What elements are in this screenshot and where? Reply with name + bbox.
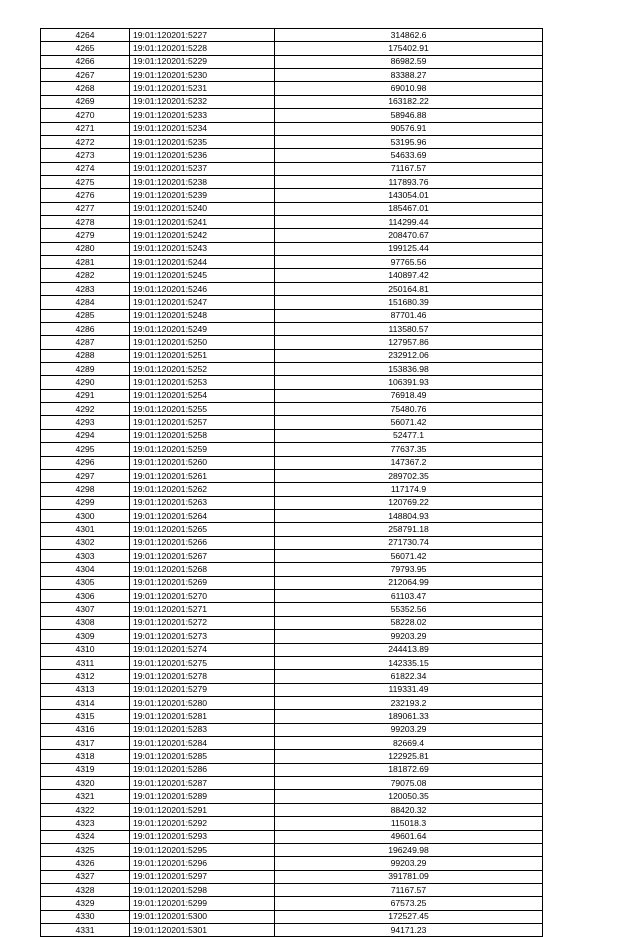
row-number-cell: 4330 bbox=[41, 910, 130, 923]
row-number-cell: 4293 bbox=[41, 416, 130, 429]
row-number-cell: 4281 bbox=[41, 256, 130, 269]
row-number-cell: 4309 bbox=[41, 630, 130, 643]
table-row bbox=[41, 42, 543, 55]
table-row bbox=[41, 322, 543, 335]
cadastral-number-cell: 19:01:120201:5291 bbox=[130, 803, 275, 816]
table-row bbox=[41, 777, 543, 790]
table-row bbox=[41, 817, 543, 830]
table-row bbox=[41, 456, 543, 469]
cadastral-number-cell: 19:01:120201:5270 bbox=[130, 590, 275, 603]
cadastral-number-cell: 19:01:120201:5231 bbox=[130, 82, 275, 95]
cadastral-number-cell: 19:01:120201:5285 bbox=[130, 750, 275, 763]
cadastral-number-cell: 19:01:120201:5280 bbox=[130, 696, 275, 709]
row-number-cell: 4303 bbox=[41, 550, 130, 563]
value-cell: 232193.2 bbox=[275, 696, 543, 709]
value-cell: 86982.59 bbox=[275, 55, 543, 68]
row-number-cell: 4273 bbox=[41, 149, 130, 162]
value-cell: 77637.35 bbox=[275, 443, 543, 456]
row-number-cell: 4296 bbox=[41, 456, 130, 469]
cadastral-number-cell: 19:01:120201:5242 bbox=[130, 229, 275, 242]
cadastral-number-cell: 19:01:120201:5248 bbox=[130, 309, 275, 322]
cadastral-number-cell: 19:01:120201:5254 bbox=[130, 389, 275, 402]
value-cell: 52477.1 bbox=[275, 429, 543, 442]
value-cell: 79793.95 bbox=[275, 563, 543, 576]
cadastral-number-cell: 19:01:120201:5252 bbox=[130, 362, 275, 375]
value-cell: 181872.69 bbox=[275, 763, 543, 776]
value-cell: 172527.45 bbox=[275, 910, 543, 923]
row-number-cell: 4295 bbox=[41, 443, 130, 456]
cadastral-number-cell: 19:01:120201:5237 bbox=[130, 162, 275, 175]
table-row bbox=[41, 82, 543, 95]
row-number-cell: 4312 bbox=[41, 670, 130, 683]
data-table bbox=[40, 28, 543, 937]
cadastral-number-cell: 19:01:120201:5259 bbox=[130, 443, 275, 456]
value-cell: 90576.91 bbox=[275, 122, 543, 135]
table-row bbox=[41, 763, 543, 776]
cadastral-number-cell: 19:01:120201:5264 bbox=[130, 509, 275, 522]
value-cell: 67573.25 bbox=[275, 897, 543, 910]
row-number-cell: 4300 bbox=[41, 509, 130, 522]
row-number-cell: 4268 bbox=[41, 82, 130, 95]
value-cell: 82669.4 bbox=[275, 737, 543, 750]
row-number-cell: 4265 bbox=[41, 42, 130, 55]
row-number-cell: 4292 bbox=[41, 403, 130, 416]
table-row bbox=[41, 69, 543, 82]
table-row bbox=[41, 109, 543, 122]
table-row bbox=[41, 349, 543, 362]
row-number-cell: 4289 bbox=[41, 362, 130, 375]
row-number-cell: 4315 bbox=[41, 710, 130, 723]
cadastral-number-cell: 19:01:120201:5227 bbox=[130, 29, 275, 42]
cadastral-number-cell: 19:01:120201:5267 bbox=[130, 550, 275, 563]
cadastral-number-cell: 19:01:120201:5268 bbox=[130, 563, 275, 576]
cadastral-number-cell: 19:01:120201:5265 bbox=[130, 523, 275, 536]
row-number-cell: 4280 bbox=[41, 242, 130, 255]
value-cell: 69010.98 bbox=[275, 82, 543, 95]
cadastral-number-cell: 19:01:120201:5243 bbox=[130, 242, 275, 255]
cadastral-number-cell: 19:01:120201:5266 bbox=[130, 536, 275, 549]
value-cell: 391781.09 bbox=[275, 870, 543, 883]
row-number-cell: 4298 bbox=[41, 483, 130, 496]
cadastral-number-cell: 19:01:120201:5260 bbox=[130, 456, 275, 469]
value-cell: 55352.56 bbox=[275, 603, 543, 616]
table-row bbox=[41, 509, 543, 522]
row-number-cell: 4272 bbox=[41, 135, 130, 148]
table-row bbox=[41, 175, 543, 188]
value-cell: 127957.86 bbox=[275, 336, 543, 349]
cadastral-number-cell: 19:01:120201:5275 bbox=[130, 656, 275, 669]
value-cell: 120050.35 bbox=[275, 790, 543, 803]
row-number-cell: 4284 bbox=[41, 296, 130, 309]
cadastral-number-cell: 19:01:120201:5281 bbox=[130, 710, 275, 723]
cadastral-number-cell: 19:01:120201:5236 bbox=[130, 149, 275, 162]
value-cell: 120769.22 bbox=[275, 496, 543, 509]
table-row bbox=[41, 884, 543, 897]
cadastral-number-cell: 19:01:120201:5301 bbox=[130, 924, 275, 937]
cadastral-number-cell: 19:01:120201:5247 bbox=[130, 296, 275, 309]
value-cell: 49601.64 bbox=[275, 830, 543, 843]
table-row bbox=[41, 803, 543, 816]
row-number-cell: 4287 bbox=[41, 336, 130, 349]
value-cell: 117174.9 bbox=[275, 483, 543, 496]
table-row bbox=[41, 924, 543, 937]
row-number-cell: 4283 bbox=[41, 282, 130, 295]
row-number-cell: 4291 bbox=[41, 389, 130, 402]
table-row bbox=[41, 670, 543, 683]
row-number-cell: 4326 bbox=[41, 857, 130, 870]
row-number-cell: 4301 bbox=[41, 523, 130, 536]
row-number-cell: 4318 bbox=[41, 750, 130, 763]
row-number-cell: 4276 bbox=[41, 189, 130, 202]
cadastral-number-cell: 19:01:120201:5253 bbox=[130, 376, 275, 389]
table-row bbox=[41, 95, 543, 108]
cadastral-number-cell: 19:01:120201:5234 bbox=[130, 122, 275, 135]
table-row bbox=[41, 870, 543, 883]
table-row bbox=[41, 563, 543, 576]
cadastral-number-cell: 19:01:120201:5235 bbox=[130, 135, 275, 148]
value-cell: 258791.18 bbox=[275, 523, 543, 536]
cadastral-number-cell: 19:01:120201:5262 bbox=[130, 483, 275, 496]
table-row bbox=[41, 897, 543, 910]
row-number-cell: 4286 bbox=[41, 322, 130, 335]
table-row bbox=[41, 189, 543, 202]
cadastral-number-cell: 19:01:120201:5261 bbox=[130, 469, 275, 482]
value-cell: 153836.98 bbox=[275, 362, 543, 375]
cadastral-number-cell: 19:01:120201:5250 bbox=[130, 336, 275, 349]
table-row bbox=[41, 149, 543, 162]
table-row bbox=[41, 496, 543, 509]
value-cell: 75480.76 bbox=[275, 403, 543, 416]
table-row bbox=[41, 750, 543, 763]
table-row bbox=[41, 696, 543, 709]
value-cell: 113580.57 bbox=[275, 322, 543, 335]
row-number-cell: 4267 bbox=[41, 69, 130, 82]
value-cell: 79075.08 bbox=[275, 777, 543, 790]
cadastral-number-cell: 19:01:120201:5232 bbox=[130, 95, 275, 108]
cadastral-number-cell: 19:01:120201:5278 bbox=[130, 670, 275, 683]
table-row bbox=[41, 443, 543, 456]
value-cell: 99203.29 bbox=[275, 723, 543, 736]
value-cell: 117893.76 bbox=[275, 175, 543, 188]
table-row bbox=[41, 336, 543, 349]
row-number-cell: 4331 bbox=[41, 924, 130, 937]
cadastral-number-cell: 19:01:120201:5258 bbox=[130, 429, 275, 442]
row-number-cell: 4305 bbox=[41, 576, 130, 589]
cadastral-number-cell: 19:01:120201:5284 bbox=[130, 737, 275, 750]
cadastral-number-cell: 19:01:120201:5246 bbox=[130, 282, 275, 295]
row-number-cell: 4322 bbox=[41, 803, 130, 816]
row-number-cell: 4306 bbox=[41, 590, 130, 603]
row-number-cell: 4294 bbox=[41, 429, 130, 442]
row-number-cell: 4308 bbox=[41, 616, 130, 629]
value-cell: 163182.22 bbox=[275, 95, 543, 108]
table-row bbox=[41, 242, 543, 255]
cadastral-number-cell: 19:01:120201:5292 bbox=[130, 817, 275, 830]
value-cell: 61822.34 bbox=[275, 670, 543, 683]
row-number-cell: 4269 bbox=[41, 95, 130, 108]
row-number-cell: 4304 bbox=[41, 563, 130, 576]
cadastral-number-cell: 19:01:120201:5296 bbox=[130, 857, 275, 870]
row-number-cell: 4279 bbox=[41, 229, 130, 242]
row-number-cell: 4319 bbox=[41, 763, 130, 776]
value-cell: 115018.3 bbox=[275, 817, 543, 830]
table-row bbox=[41, 256, 543, 269]
cadastral-number-cell: 19:01:120201:5257 bbox=[130, 416, 275, 429]
value-cell: 196249.98 bbox=[275, 843, 543, 856]
row-number-cell: 4320 bbox=[41, 777, 130, 790]
row-number-cell: 4285 bbox=[41, 309, 130, 322]
cadastral-number-cell: 19:01:120201:5240 bbox=[130, 202, 275, 215]
table-row bbox=[41, 269, 543, 282]
row-number-cell: 4325 bbox=[41, 843, 130, 856]
cadastral-number-cell: 19:01:120201:5238 bbox=[130, 175, 275, 188]
cadastral-number-cell: 19:01:120201:5298 bbox=[130, 884, 275, 897]
table-row bbox=[41, 616, 543, 629]
cadastral-number-cell: 19:01:120201:5228 bbox=[130, 42, 275, 55]
row-number-cell: 4307 bbox=[41, 603, 130, 616]
value-cell: 61103.47 bbox=[275, 590, 543, 603]
table-body bbox=[41, 29, 543, 937]
row-number-cell: 4310 bbox=[41, 643, 130, 656]
row-number-cell: 4266 bbox=[41, 55, 130, 68]
table-row bbox=[41, 469, 543, 482]
value-cell: 189061.33 bbox=[275, 710, 543, 723]
row-number-cell: 4329 bbox=[41, 897, 130, 910]
row-number-cell: 4327 bbox=[41, 870, 130, 883]
value-cell: 212064.99 bbox=[275, 576, 543, 589]
row-number-cell: 4299 bbox=[41, 496, 130, 509]
table-row bbox=[41, 630, 543, 643]
table-row bbox=[41, 122, 543, 135]
row-number-cell: 4311 bbox=[41, 656, 130, 669]
cadastral-number-cell: 19:01:120201:5229 bbox=[130, 55, 275, 68]
row-number-cell: 4324 bbox=[41, 830, 130, 843]
table-row bbox=[41, 550, 543, 563]
value-cell: 142335.15 bbox=[275, 656, 543, 669]
table-row bbox=[41, 55, 543, 68]
row-number-cell: 4302 bbox=[41, 536, 130, 549]
table-row bbox=[41, 389, 543, 402]
value-cell: 289702.35 bbox=[275, 469, 543, 482]
row-number-cell: 4314 bbox=[41, 696, 130, 709]
value-cell: 99203.29 bbox=[275, 630, 543, 643]
row-number-cell: 4274 bbox=[41, 162, 130, 175]
row-number-cell: 4264 bbox=[41, 29, 130, 42]
cadastral-number-cell: 19:01:120201:5241 bbox=[130, 216, 275, 229]
cadastral-number-cell: 19:01:120201:5283 bbox=[130, 723, 275, 736]
cadastral-number-cell: 19:01:120201:5233 bbox=[130, 109, 275, 122]
table-row bbox=[41, 830, 543, 843]
cadastral-number-cell: 19:01:120201:5230 bbox=[130, 69, 275, 82]
value-cell: 232912.06 bbox=[275, 349, 543, 362]
cadastral-number-cell: 19:01:120201:5245 bbox=[130, 269, 275, 282]
value-cell: 97765.56 bbox=[275, 256, 543, 269]
cadastral-number-cell: 19:01:120201:5293 bbox=[130, 830, 275, 843]
cadastral-number-cell: 19:01:120201:5244 bbox=[130, 256, 275, 269]
cadastral-number-cell: 19:01:120201:5300 bbox=[130, 910, 275, 923]
table-row bbox=[41, 590, 543, 603]
value-cell: 140897.42 bbox=[275, 269, 543, 282]
table-row bbox=[41, 376, 543, 389]
table-row bbox=[41, 429, 543, 442]
value-cell: 56071.42 bbox=[275, 550, 543, 563]
value-cell: 76918.49 bbox=[275, 389, 543, 402]
value-cell: 87701.46 bbox=[275, 309, 543, 322]
cadastral-number-cell: 19:01:120201:5272 bbox=[130, 616, 275, 629]
cadastral-number-cell: 19:01:120201:5287 bbox=[130, 777, 275, 790]
value-cell: 175402.91 bbox=[275, 42, 543, 55]
row-number-cell: 4290 bbox=[41, 376, 130, 389]
cadastral-number-cell: 19:01:120201:5289 bbox=[130, 790, 275, 803]
table-row bbox=[41, 282, 543, 295]
value-cell: 58946.88 bbox=[275, 109, 543, 122]
table-row bbox=[41, 29, 543, 42]
value-cell: 56071.42 bbox=[275, 416, 543, 429]
cadastral-number-cell: 19:01:120201:5255 bbox=[130, 403, 275, 416]
cadastral-number-cell: 19:01:120201:5239 bbox=[130, 189, 275, 202]
table-row bbox=[41, 790, 543, 803]
value-cell: 148804.93 bbox=[275, 509, 543, 522]
table-row bbox=[41, 362, 543, 375]
value-cell: 71167.57 bbox=[275, 162, 543, 175]
value-cell: 53195.96 bbox=[275, 135, 543, 148]
table-row bbox=[41, 536, 543, 549]
table-row bbox=[41, 483, 543, 496]
cadastral-number-cell: 19:01:120201:5263 bbox=[130, 496, 275, 509]
value-cell: 199125.44 bbox=[275, 242, 543, 255]
table-row bbox=[41, 737, 543, 750]
value-cell: 83388.27 bbox=[275, 69, 543, 82]
value-cell: 71167.57 bbox=[275, 884, 543, 897]
row-number-cell: 4316 bbox=[41, 723, 130, 736]
cadastral-number-cell: 19:01:120201:5274 bbox=[130, 643, 275, 656]
table-row bbox=[41, 403, 543, 416]
table-row bbox=[41, 683, 543, 696]
row-number-cell: 4278 bbox=[41, 216, 130, 229]
table-row bbox=[41, 216, 543, 229]
row-number-cell: 4321 bbox=[41, 790, 130, 803]
value-cell: 54633.69 bbox=[275, 149, 543, 162]
value-cell: 122925.81 bbox=[275, 750, 543, 763]
cadastral-number-cell: 19:01:120201:5299 bbox=[130, 897, 275, 910]
row-number-cell: 4271 bbox=[41, 122, 130, 135]
value-cell: 314862.6 bbox=[275, 29, 543, 42]
value-cell: 114299.44 bbox=[275, 216, 543, 229]
row-number-cell: 4275 bbox=[41, 175, 130, 188]
row-number-cell: 4323 bbox=[41, 817, 130, 830]
cadastral-number-cell: 19:01:120201:5271 bbox=[130, 603, 275, 616]
table-row bbox=[41, 710, 543, 723]
table-row bbox=[41, 309, 543, 322]
table-row bbox=[41, 135, 543, 148]
value-cell: 250164.81 bbox=[275, 282, 543, 295]
value-cell: 99203.29 bbox=[275, 857, 543, 870]
table-row bbox=[41, 162, 543, 175]
value-cell: 244413.89 bbox=[275, 643, 543, 656]
value-cell: 94171.23 bbox=[275, 924, 543, 937]
value-cell: 151680.39 bbox=[275, 296, 543, 309]
value-cell: 58228.02 bbox=[275, 616, 543, 629]
table-row bbox=[41, 296, 543, 309]
cadastral-number-cell: 19:01:120201:5269 bbox=[130, 576, 275, 589]
row-number-cell: 4317 bbox=[41, 737, 130, 750]
cadastral-number-cell: 19:01:120201:5251 bbox=[130, 349, 275, 362]
row-number-cell: 4328 bbox=[41, 884, 130, 897]
table-row bbox=[41, 416, 543, 429]
row-number-cell: 4270 bbox=[41, 109, 130, 122]
table-row bbox=[41, 603, 543, 616]
table-row bbox=[41, 857, 543, 870]
cadastral-number-cell: 19:01:120201:5249 bbox=[130, 322, 275, 335]
table-row bbox=[41, 910, 543, 923]
row-number-cell: 4313 bbox=[41, 683, 130, 696]
row-number-cell: 4288 bbox=[41, 349, 130, 362]
table-row bbox=[41, 643, 543, 656]
value-cell: 208470.67 bbox=[275, 229, 543, 242]
value-cell: 106391.93 bbox=[275, 376, 543, 389]
value-cell: 147367.2 bbox=[275, 456, 543, 469]
table-row bbox=[41, 523, 543, 536]
table-row bbox=[41, 229, 543, 242]
table-row bbox=[41, 843, 543, 856]
row-number-cell: 4282 bbox=[41, 269, 130, 282]
cadastral-number-cell: 19:01:120201:5297 bbox=[130, 870, 275, 883]
cadastral-number-cell: 19:01:120201:5279 bbox=[130, 683, 275, 696]
row-number-cell: 4277 bbox=[41, 202, 130, 215]
table-row bbox=[41, 723, 543, 736]
table-row bbox=[41, 202, 543, 215]
value-cell: 185467.01 bbox=[275, 202, 543, 215]
table-row bbox=[41, 656, 543, 669]
cadastral-number-cell: 19:01:120201:5273 bbox=[130, 630, 275, 643]
cadastral-number-cell: 19:01:120201:5286 bbox=[130, 763, 275, 776]
cadastral-number-cell: 19:01:120201:5295 bbox=[130, 843, 275, 856]
table-row bbox=[41, 576, 543, 589]
value-cell: 88420.32 bbox=[275, 803, 543, 816]
value-cell: 271730.74 bbox=[275, 536, 543, 549]
value-cell: 119331.49 bbox=[275, 683, 543, 696]
value-cell: 143054.01 bbox=[275, 189, 543, 202]
row-number-cell: 4297 bbox=[41, 469, 130, 482]
